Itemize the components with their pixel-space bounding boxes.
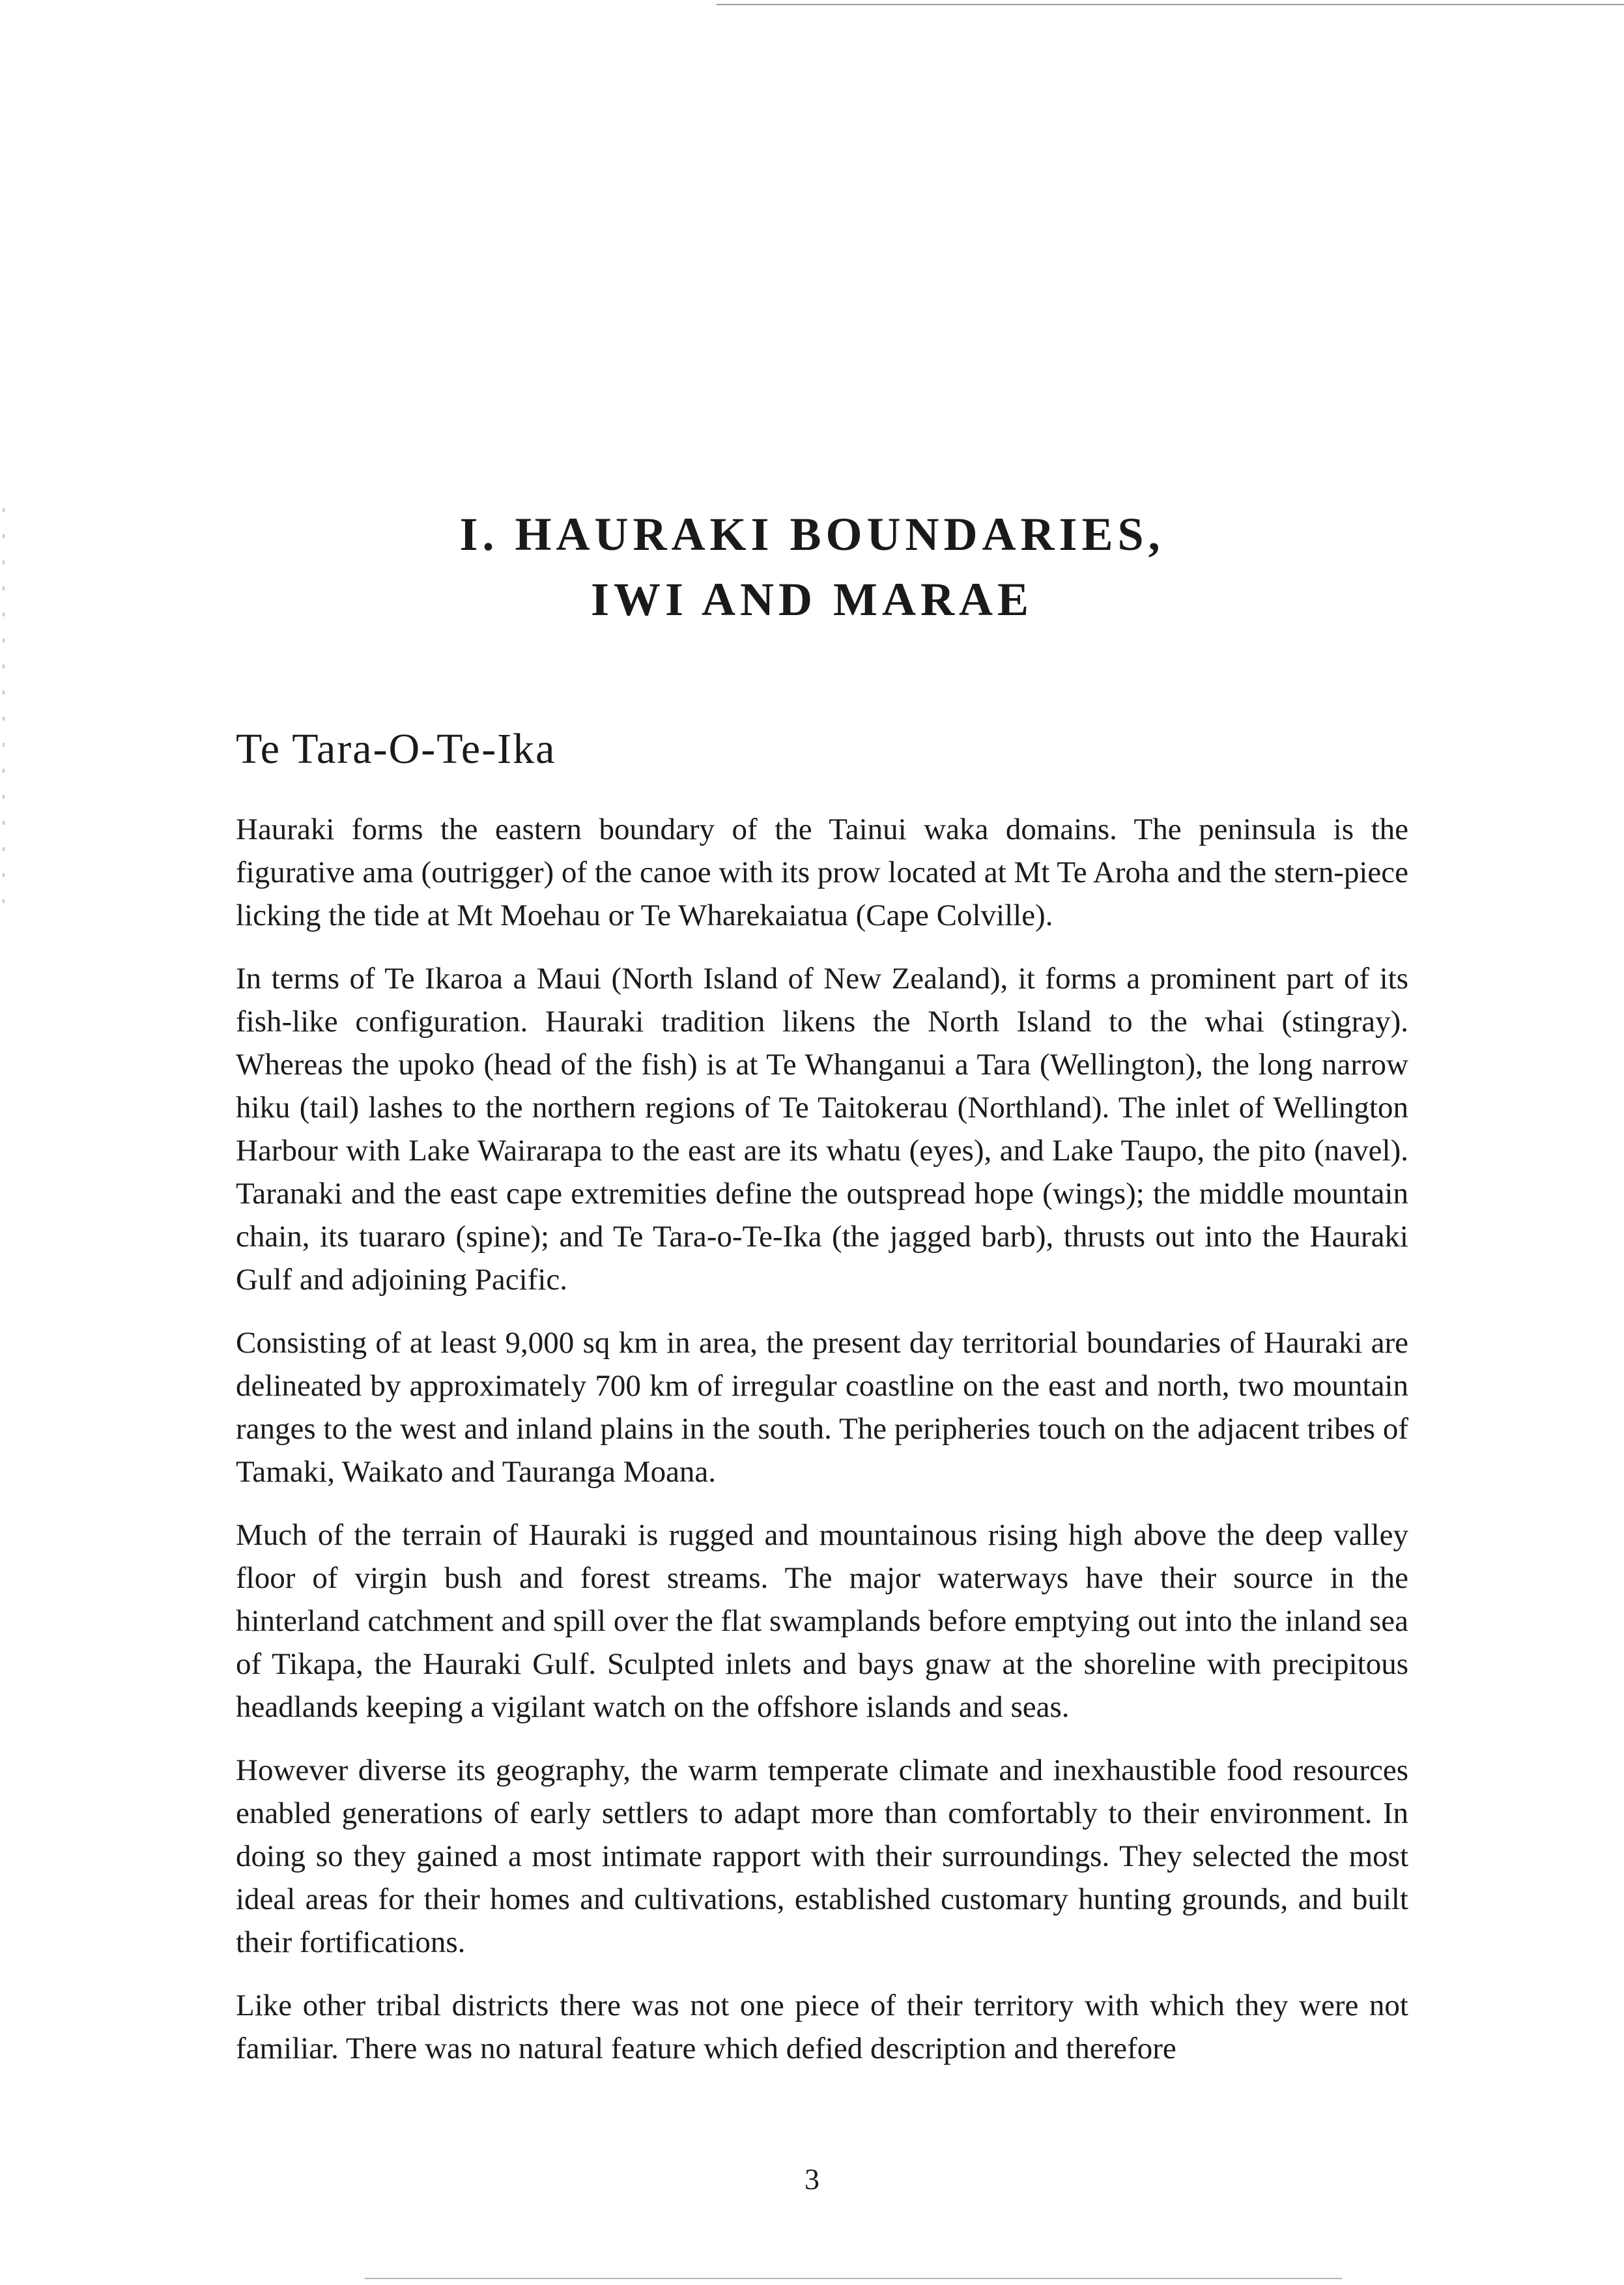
section-heading: Te Tara-O-Te-Ika — [236, 725, 556, 773]
scan-edge-rule-bottom — [365, 2278, 1342, 2279]
page-number: 3 — [805, 2163, 819, 2196]
body-text — [236, 808, 1408, 2090]
scan-edge-rule-top — [717, 4, 1624, 5]
chapter-title — [0, 502, 1624, 632]
paragraph: Hauraki forms the eastern boundary of the Tainui waka domains. The peninsula is the figurative ama (outrigger) of the canoe with its prow located at Mt Te Aroha and the stern-piece licking the tide at Mt Moehau or Te Wharekaiatua (Cape Colville). — [236, 812, 1408, 932]
paragraph: However diverse its geography, the warm temperate climate and inexhaustible food resources enabled generations of early settlers to adapt more than comfortably to their environment. In doing so they gained a most intimate rapport with their surroundings. They selected the most ideal areas for their homes and cultivations, established customary hunting grounds, and built their fortifications. — [236, 1753, 1408, 1959]
chapter-title-line-1: I. HAURAKI BOUNDARIES, — [459, 508, 1165, 560]
paragraph: In terms of Te Ikaroa a Maui (North Island of New Zealand), it forms a prominent part of its fish-like configuration. Hauraki tradition likens the North Island to the whai (stingray). Whereas the upoko (head of the fish) is at Te Whanganui a Tara (Wellington), the long narrow hiku (tail) lashes to the northern regions of Te Taitokerau (Northland). The inlet of Wellington Harbour with Lake Wairarapa to the east are its whatu (eyes), and Lake Taupo, the pito (navel). Taranaki and the east cape extremities define the outspread hope (wings); the middle mountain chain, its tuararo (spine); and Te Tara-o-Te-Ika (the jagged barb), thrusts out into the Hauraki Gulf and adjoining Pacific. — [236, 962, 1408, 1297]
chapter-title-line-2: IWI AND MARAE — [590, 573, 1034, 625]
paragraph: Like other tribal districts there was not one piece of their territory with which they were not familiar. There was no natural feature which defied description and therefore — [236, 1989, 1408, 2065]
paragraph: Much of the terrain of Hauraki is rugged and mountainous rising high above the deep valley floor of virgin bush and forest streams. The major waterways have their source in the hinterland catchment and spill over the flat swamplands before emptying out into the inland sea of Tikapa, the Hauraki Gulf. Sculpted inlets and bays gnaw at the shoreline with precipitous headlands keeping a vigilant watch on the offshore islands and seas. — [236, 1518, 1408, 1724]
paragraph: Consisting of at least 9,000 sq km in area, the present day territorial boundaries of Hauraki are delineated by approximately 700 km of irregular coastline on the east and north, two mountain ranges to the west and inland plains in the south. The peripheries touch on the adjacent tribes of Tamaki, Waikato and Tauranga Moana. — [236, 1326, 1408, 1489]
